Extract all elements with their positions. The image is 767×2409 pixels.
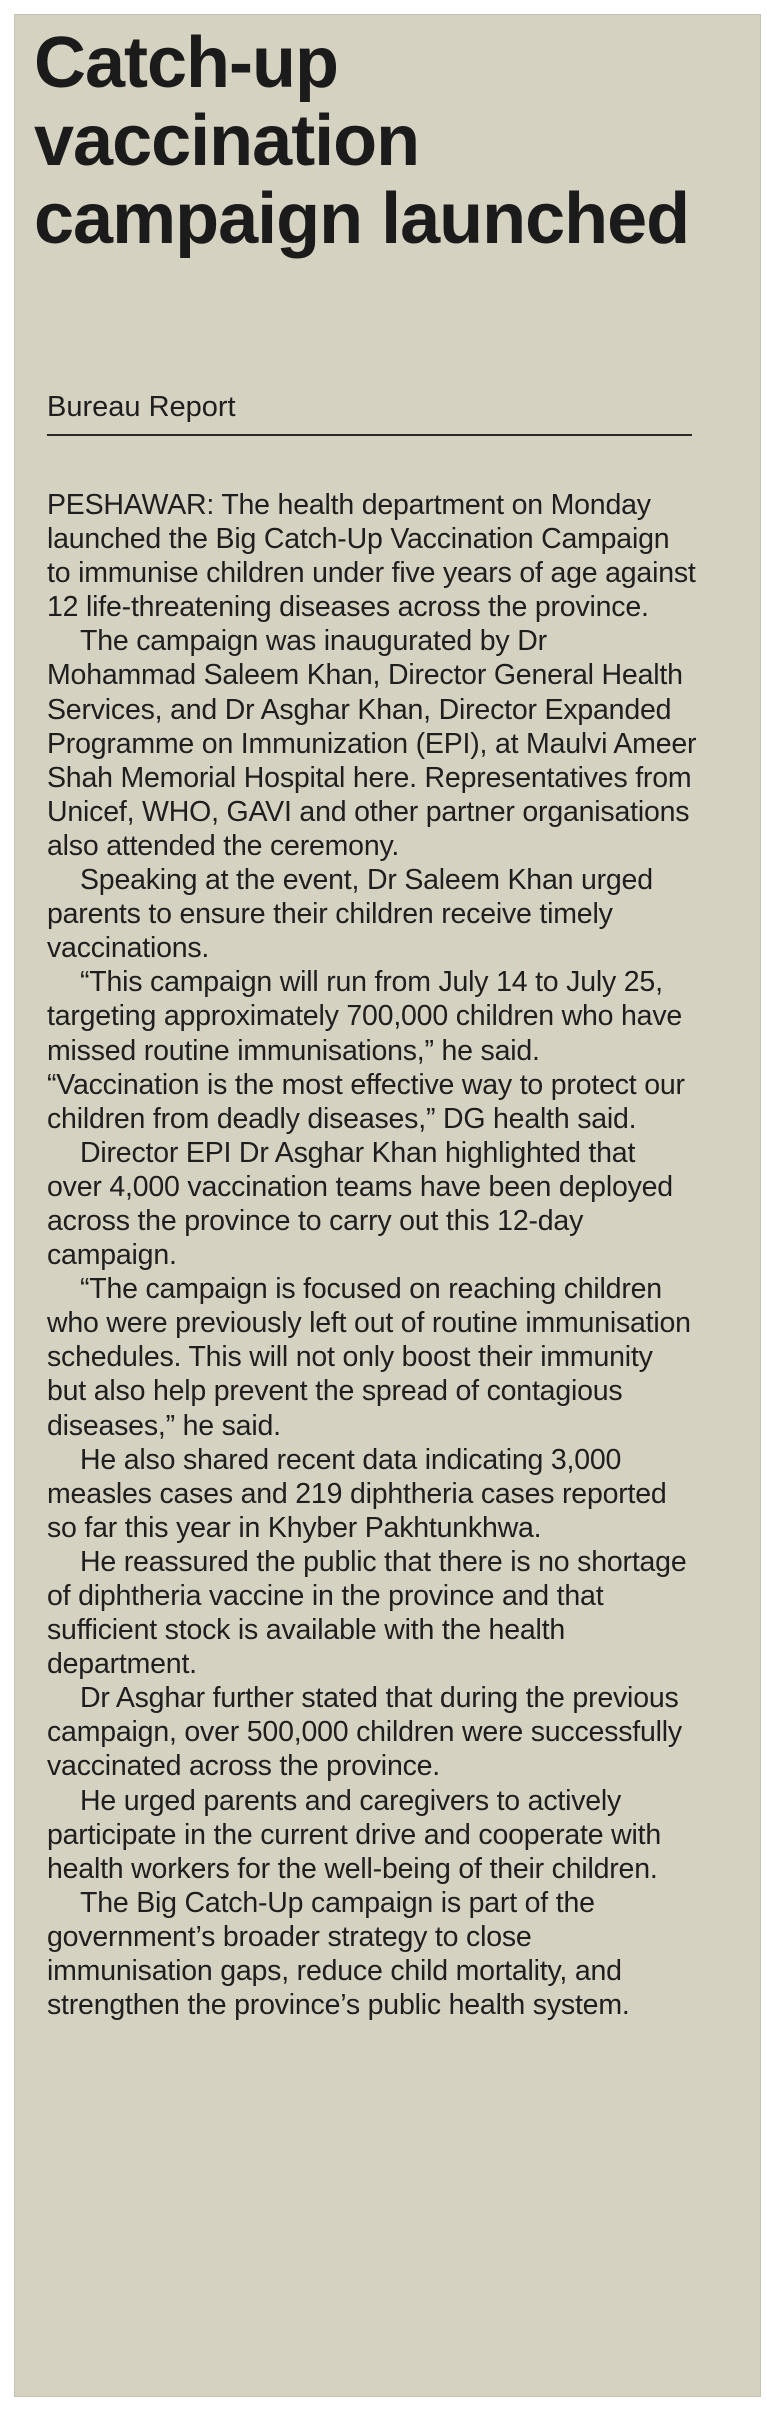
paragraph: Director EPI Dr Asghar Khan highlighted that over 4,000 vaccination teams have been deployed across the province to carry out this 12-day campaign.	[47, 1136, 673, 1272]
paragraph: PESHAWAR: The health department on Monday launched the Big Catch-Up Vaccination Campaign to immunise children under five years of age against 12 life-threatening diseases across the province.	[47, 489, 696, 624]
byline: Bureau Report	[47, 391, 236, 423]
paragraph: He reassured the public that there is no shortage of diphtheria vaccine in the province and that sufficient stock is available with the health department.	[47, 1545, 687, 1681]
paragraph: “The campaign is focused on reaching children who were previously left out of routine immunisation schedules. This will not only boost their immunity but also help prevent the spread of contagious diseases,” he said.	[47, 1273, 691, 1442]
article-body	[47, 488, 697, 2022]
paragraph: The campaign was inaugurated by Dr Mohammad Saleem Khan, Director General Health Services, and Dr Asghar Khan, Director Expanded Programme on Immunization (EPI), at Maulvi Ameer Shah Memorial Hospital here. Representatives from Unicef, WHO, GAVI and other partner organisations also attended the ceremony.	[47, 625, 697, 862]
paragraph: He urged parents and caregivers to actively participate in the current drive and cooperate with health workers for the well-being of their children.	[47, 1784, 661, 1885]
headline: Catch-up vaccination campaign launched	[34, 23, 690, 259]
paragraph: Dr Asghar further stated that during the previous campaign, over 500,000 children were successfully vaccinated across the province.	[47, 1682, 682, 1783]
paragraph: The Big Catch-Up campaign is part of the government’s broader strategy to close immunisation gaps, reduce child mortality, and strengthen the province’s public health system.	[47, 1886, 630, 2022]
paragraph: Speaking at the event, Dr Saleem Khan urged parents to ensure their children receive timely vaccinations.	[47, 864, 653, 965]
byline-divider	[47, 434, 692, 436]
paragraph: He also shared recent data indicating 3,000 measles cases and 219 diphtheria cases reported so far this year in Khyber Pakhtunkhwa.	[47, 1443, 667, 1544]
paragraph: “This campaign will run from July 14 to July 25, targeting approximately 700,000 children who have missed routine immunisations,” he said. “Vaccination is the most effective way to protect our children from deadly diseases,” DG health said.	[47, 966, 685, 1135]
